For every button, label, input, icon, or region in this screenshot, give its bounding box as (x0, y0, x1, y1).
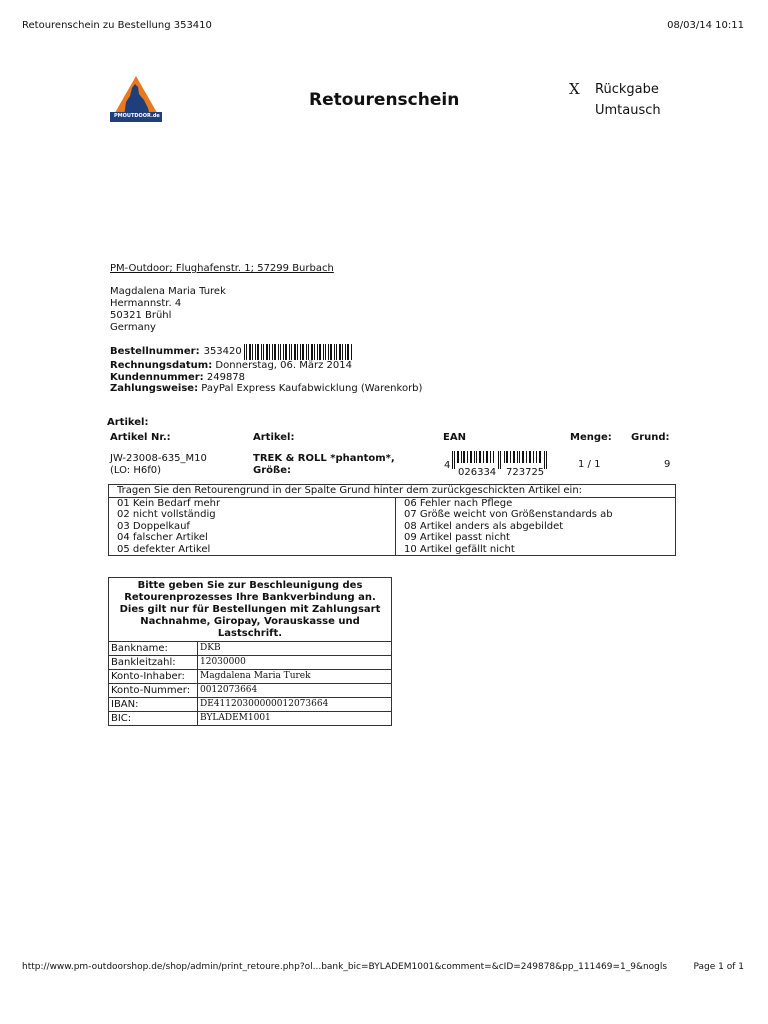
reason-08: 08 Artikel anders als abgebildet (404, 520, 564, 532)
article-quantity: 1 / 1 (578, 459, 601, 470)
article-number-line1: JW-23008-635_M10 (110, 453, 207, 464)
print-footer-url: http://www.pm-outdoorshop.de/shop/admin/print_retoure.php?ol...bank_bic=BYLADEM1001&comment=&cID=249878&pp_111469=1_9&nogls (22, 962, 668, 972)
order-info (110, 344, 422, 395)
print-header-title: Retourenschein zu Bestellung 353410 (22, 20, 212, 31)
col-header-quantity: Menge: (570, 432, 612, 443)
reasons-instruction: Tragen Sie den Retourengrund in der Spalte Grund hinter dem zurückgeschickten Artikel ein: (109, 485, 676, 498)
account-number-value[interactable]: 0012073664 (198, 684, 392, 698)
payment-method: PayPal Express Kaufabwicklung (Warenkorb) (201, 383, 423, 394)
option-exchange: Umtausch (595, 103, 661, 118)
bank-info-text: Bitte geben Sie zur Beschleunigung des Retourenprozesses Ihre Bankverbindung an. Dies gilt nur für Bestellungen mit Zahlungsart Nachnahme, Giropay, Vorauskasse und Lastschrift. (109, 578, 392, 642)
sender-line: PM-Outdoor; Flughafenstr. 1; 57299 Burbach (110, 263, 334, 274)
invoice-date-label: Rechnungsdatum: (110, 360, 213, 371)
reason-10: 10 Artikel gefällt nicht (404, 543, 515, 555)
order-number: 353420 (203, 346, 242, 358)
bank-details-table (108, 577, 392, 726)
reason-07: 07 Größe weicht von Größenstandards ab (404, 509, 613, 520)
account-holder-label: Konto-Inhaber: (109, 670, 198, 684)
reason-05: 05 defekter Artikel (117, 543, 211, 555)
reasons-right-column (396, 497, 676, 556)
reason-06: 06 Fehler nach Pflege (404, 497, 513, 509)
account-number-label: Konto-Nummer: (109, 684, 198, 698)
customer-address (110, 286, 226, 334)
bank-row (109, 684, 392, 698)
reason-04: 04 falscher Artikel (117, 532, 208, 543)
article-name (253, 453, 395, 477)
reason-02: 02 nicht vollständig (117, 509, 216, 520)
bank-code-value[interactable]: 12030000 (198, 656, 392, 670)
article-number (110, 453, 207, 477)
iban-label: IBAN: (109, 698, 198, 712)
col-header-ean: EAN (443, 432, 466, 443)
address-country: Germany (110, 322, 156, 333)
bank-row (109, 642, 392, 656)
article-name-line1: TREK & ROLL *phantom*, (253, 453, 395, 464)
bank-row (109, 656, 392, 670)
customer-number: 249878 (206, 371, 246, 383)
return-mark: X (569, 80, 580, 98)
reasons-left-column (109, 497, 396, 556)
reason-09: 09 Artikel passt nicht (404, 532, 510, 543)
reason-03: 03 Doppelkauf (117, 520, 190, 532)
col-header-article-nr: Artikel Nr.: (110, 432, 171, 443)
option-return: Rückgabe (595, 82, 659, 97)
articles-section-label: Artikel: (107, 417, 149, 428)
return-reasons-table (108, 484, 676, 556)
pm-outdoor-logo (108, 72, 164, 124)
iban-value[interactable]: DE41120300000012073664 (198, 698, 392, 712)
bank-name-label: Bankname: (109, 642, 198, 656)
payment-label: Zahlungsweise: (110, 383, 199, 394)
bic-label: BIC: (109, 712, 198, 726)
bank-row (109, 712, 392, 726)
address-name: Magdalena Maria Turek (110, 286, 226, 297)
bank-code-label: Bankleitzahl: (109, 656, 198, 670)
article-reason: 9 (664, 459, 671, 470)
ean-digits-right: 723725 (506, 467, 545, 478)
bank-name-value[interactable]: DKB (198, 642, 392, 656)
order-barcode (244, 344, 354, 360)
page-title: Retourenschein (309, 90, 460, 110)
address-street: Hermannstr. 4 (110, 298, 182, 309)
customer-number-label: Kundennummer: (110, 371, 204, 383)
ean-prefix: 4 (444, 460, 451, 471)
account-holder-value[interactable]: Magdalena Maria Turek (198, 670, 392, 684)
logo-text: PMOUTDOOR.de (114, 113, 160, 119)
col-header-article: Artikel: (253, 432, 295, 443)
bic-value[interactable]: BYLADEM1001 (198, 712, 392, 726)
article-name-line2: Größe: (253, 465, 291, 476)
ean-digits-left: 026334 (458, 467, 497, 478)
reason-01: 01 Kein Bedarf mehr (117, 497, 221, 509)
print-header-datetime: 08/03/14 10:11 (667, 20, 744, 31)
col-header-reason: Grund: (631, 432, 670, 443)
address-city: 50321 Brühl (110, 310, 172, 321)
bank-row (109, 698, 392, 712)
bank-row (109, 670, 392, 684)
order-number-label: Bestellnummer: (110, 346, 200, 358)
invoice-date: Donnerstag, 06. März 2014 (215, 360, 352, 371)
print-footer-page: Page 1 of 1 (693, 962, 744, 972)
article-number-line2: (LO: H6f0) (110, 465, 162, 476)
